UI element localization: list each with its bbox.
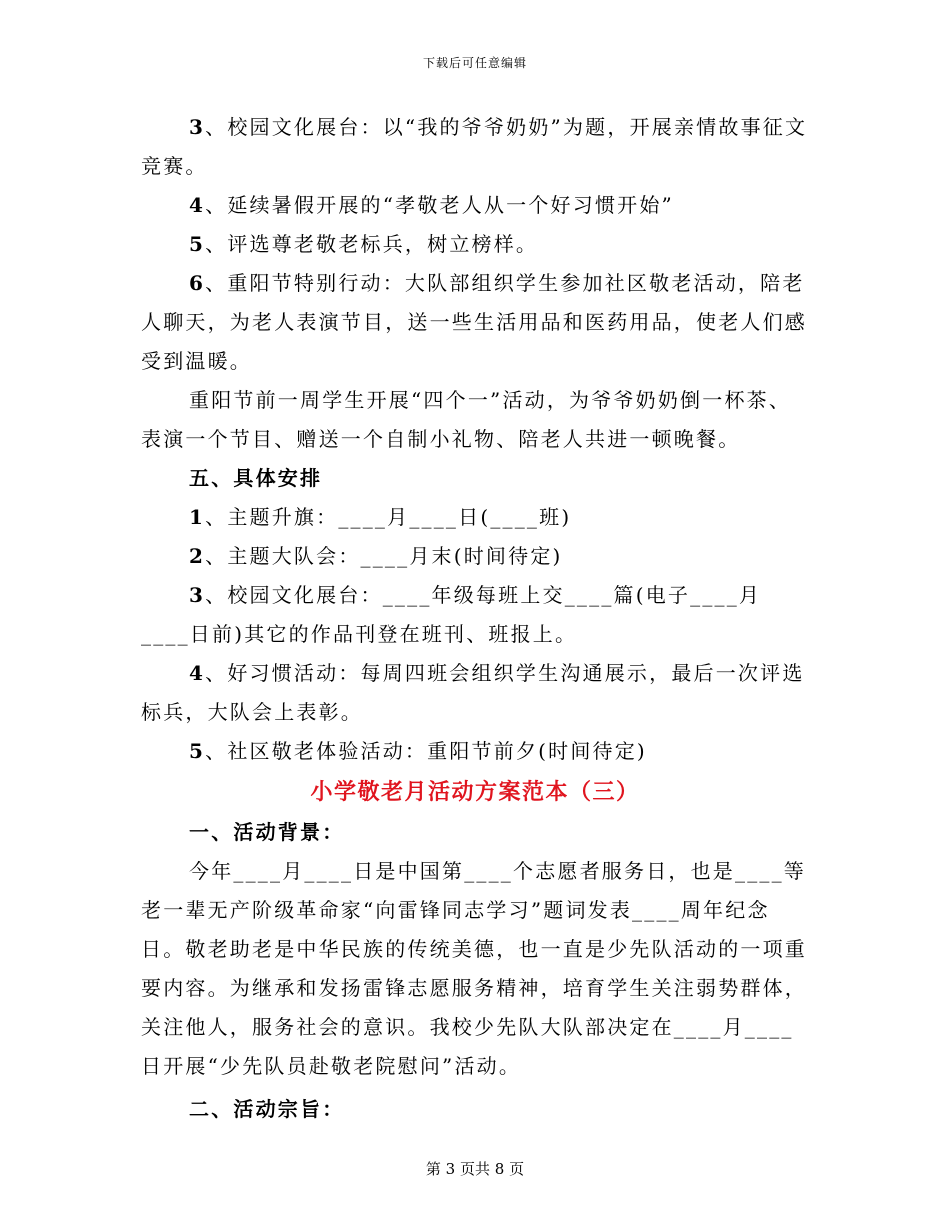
item-text: 、校园文化展台：以“我的爷爷奶奶”为题，开展亲情故事征文竞赛。 <box>141 115 808 178</box>
item-text: 、校园文化展台：____年级每班上交____篇(电子____月____日前)其它的作品刊登在班刊、班报上。 <box>141 583 762 646</box>
page-header: 下载后可任意编辑 <box>422 56 527 70</box>
item-number: 2 <box>189 544 206 568</box>
paragraph-item-3 <box>141 108 809 186</box>
schedule-item-3 <box>141 576 809 654</box>
section-heading-background: 一、活动背景： <box>189 820 345 844</box>
item-text: 、延续暑假开展的“孝敬老人从一个好习惯开始” <box>205 193 674 217</box>
section-heading-purpose: 二、活动宗旨： <box>189 1097 345 1121</box>
paragraph-item-4 <box>141 186 809 225</box>
paragraph-item-6 <box>141 264 809 381</box>
item-number: 3 <box>189 115 206 139</box>
item-text: 、重阳节特别行动：大队部组织学生参加社区敬老活动，陪老人聊天，为老人表演节目，送一些生活用品和医药用品，使老人们感受到温暖。 <box>141 271 807 373</box>
item-number: 3 <box>189 583 206 607</box>
schedule-item-2 <box>141 537 809 576</box>
paragraph-item-5 <box>141 225 809 264</box>
schedule-item-5 <box>141 732 809 771</box>
document-title: 小学敬老月活动方案范本（三） <box>310 779 640 805</box>
document-body <box>141 108 809 1129</box>
item-number: 5 <box>189 232 206 256</box>
item-text: 、主题大队会：____月末(时间待定) <box>205 544 563 568</box>
schedule-item-1 <box>141 498 809 537</box>
item-text: 、好习惯活动：每周四班会组织学生沟通展示，最后一次评选标兵，大队会上表彰。 <box>141 661 805 724</box>
item-text: 重阳节前一周学生开展“四个一”活动，为爷爷奶奶倒一杯茶、表演一个节目、赠送一个自制小礼物、陪老人共进一顿晚餐。 <box>141 388 792 451</box>
item-text: 、评选尊老敬老标兵，树立榜样。 <box>205 232 539 256</box>
item-number: 4 <box>189 661 206 685</box>
item-number: 1 <box>189 505 206 529</box>
item-number: 5 <box>189 739 206 763</box>
schedule-item-4 <box>141 654 809 732</box>
section-heading-schedule: 五、具体安排 <box>189 466 323 490</box>
background-paragraph: 今年____月____日是中国第____个志愿者服务日，也是____等老一辈无产阶级革命家“向雷锋同志学习”题词发表____周年纪念日。敬老助老是中华民族的传统美德，也一直是少先队活动的一项重要内容。为继承和发扬雷锋志愿服务精神，培育学生关注弱势群体，关注他人，服务社会的意识。我校少先队大队部决定在____月____日开展“少先队员赴敬老院慰问”活动。 <box>141 859 807 1078</box>
item-number: 4 <box>189 193 206 217</box>
page-footer: 第 3 页共 8 页 <box>425 1160 525 1178</box>
item-text: 、主题升旗：____月____日(____班) <box>205 505 572 529</box>
item-number: 6 <box>189 271 206 295</box>
paragraph-four-ones <box>141 381 809 459</box>
item-text: 、社区敬老体验活动：重阳节前夕(时间待定) <box>205 739 647 763</box>
